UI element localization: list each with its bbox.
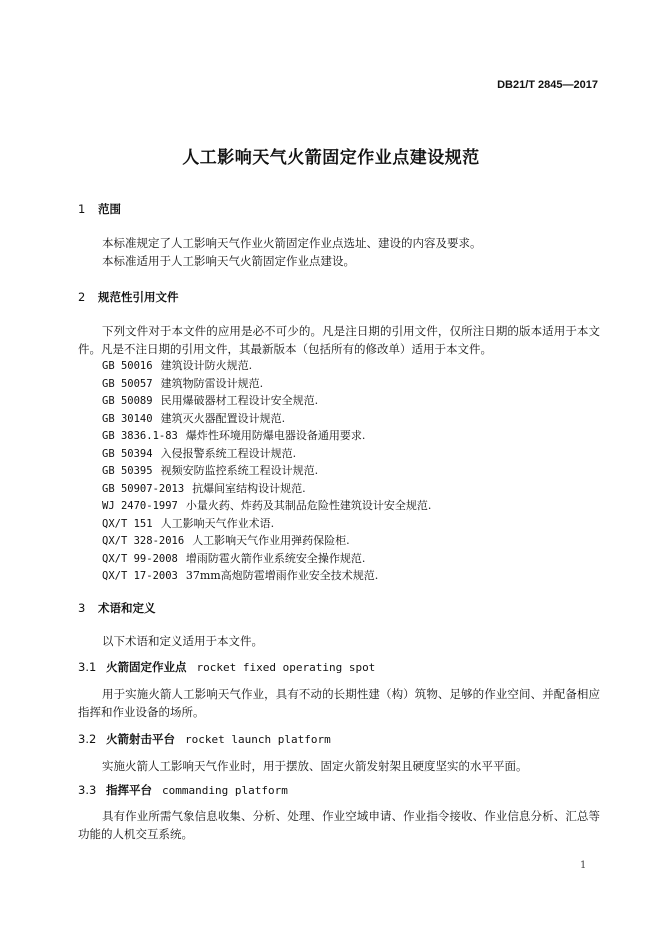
reference-code: GB 50057	[102, 378, 153, 390]
reference-code: QX/T 17-2003	[102, 570, 178, 582]
reference-item	[102, 427, 365, 443]
reference-title: 建筑设计防火规范.	[160, 359, 253, 372]
reference-title: 增雨防雹火箭作业系统安全操作规范.	[185, 552, 366, 565]
reference-title: 建筑灭火器配置设计规范.	[160, 412, 286, 425]
reference-code: GB 50089	[102, 395, 153, 407]
paragraph: 下列文件对于本文件的应用是必不可少的。凡是注日期的引用文件，仅所注日期的版本适用于本文件。凡是不注日期的引用文件，其最新版本（包括所有的修改单）适用于本文件。	[78, 324, 600, 356]
term-heading	[78, 782, 288, 798]
reference-item	[102, 480, 306, 496]
reference-item	[102, 550, 365, 566]
reference-code: GB 50394	[102, 448, 153, 460]
term-english: rocket fixed operating spot	[196, 661, 376, 674]
reference-code: GB 30140	[102, 413, 153, 425]
reference-title: 爆炸性环境用防爆电器设备通用要求.	[185, 429, 366, 442]
term-english: commanding platform	[162, 784, 288, 797]
reference-item	[102, 567, 378, 583]
reference-title: 抗爆间室结构设计规范.	[192, 482, 306, 495]
reference-title: 民用爆破器材工程设计安全规范.	[160, 394, 319, 407]
term-number: 3.1	[78, 660, 97, 674]
document-title: 人工影响天气火箭固定作业点建设规范	[182, 148, 480, 168]
reference-code: GB 50395	[102, 465, 153, 477]
reference-title: 视频安防监控系统工程设计规范.	[160, 464, 319, 477]
reference-item	[102, 515, 274, 531]
paragraph: 以下术语和定义适用于本文件。	[102, 634, 263, 648]
reference-item	[102, 462, 318, 478]
reference-title: 人工影响天气作业用弹药保险柜.	[192, 534, 350, 547]
section-number: 1	[78, 202, 86, 216]
term-chinese: 火箭射击平台	[106, 732, 175, 746]
section-title: 规范性引用文件	[98, 290, 179, 304]
reference-code: WJ 2470-1997	[102, 500, 178, 512]
section-number: 2	[78, 290, 86, 304]
reference-title: 建筑物防雷设计规范.	[160, 377, 264, 390]
section-title: 术语和定义	[98, 601, 156, 615]
reference-item	[102, 357, 252, 373]
term-chinese: 指挥平台	[106, 783, 152, 797]
section-number: 3	[78, 601, 86, 615]
section-1-heading	[78, 201, 121, 217]
reference-code: QX/T 151	[102, 518, 153, 530]
reference-item	[102, 445, 296, 461]
reference-title: 小量火药、炸药及其制品危险性建筑设计安全规范.	[185, 499, 432, 512]
reference-item	[102, 410, 285, 426]
term-chinese: 火箭固定作业点	[106, 660, 187, 674]
term-heading	[78, 731, 331, 747]
term-number: 3.3	[78, 783, 97, 797]
section-3-heading	[78, 600, 156, 616]
reference-title: 人工影响天气作业术语.	[160, 517, 275, 530]
reference-item	[102, 532, 350, 548]
term-definition: 用于实施火箭人工影响天气作业，具有不动的长期性建（构）筑物、足够的作业空间、并配备相应指挥和作业设备的场所。	[78, 687, 600, 719]
paragraph: 本标准适用于人工影响天气火箭固定作业点建设。	[102, 254, 355, 268]
term-definition: 实施火箭人工影响天气作业时，用于摆放、固定火箭发射架且硬度坚实的水平平面。	[102, 759, 528, 773]
reference-item	[102, 375, 263, 391]
section-2-heading	[78, 289, 179, 305]
term-heading	[78, 659, 375, 675]
reference-title: 入侵报警系统工程设计规范.	[160, 447, 297, 460]
reference-code: GB 50016	[102, 360, 153, 372]
reference-item	[102, 497, 431, 513]
reference-code: QX/T 328-2016	[102, 535, 185, 547]
reference-code: QX/T 99-2008	[102, 553, 178, 565]
paragraph: 本标准规定了人工影响天气作业火箭固定作业点选址、建设的内容及要求。	[102, 236, 482, 250]
section-title: 范围	[98, 202, 121, 216]
term-number: 3.2	[78, 732, 97, 746]
reference-code: GB 3836.1-83	[102, 430, 178, 442]
reference-item	[102, 392, 318, 408]
page-number: 1	[580, 860, 587, 871]
term-definition: 具有作业所需气象信息收集、分析、处理、作业空域申请、作业指令接收、作业信息分析、汇总等功能的人机交互系统。	[78, 809, 600, 841]
reference-code: GB 50907-2013	[102, 483, 185, 495]
reference-title: 37mm高炮防雹增雨作业安全技术规范.	[185, 569, 379, 582]
term-english: rocket launch platform	[185, 733, 331, 746]
document-code: DB21/T 2845—2017	[497, 79, 598, 91]
